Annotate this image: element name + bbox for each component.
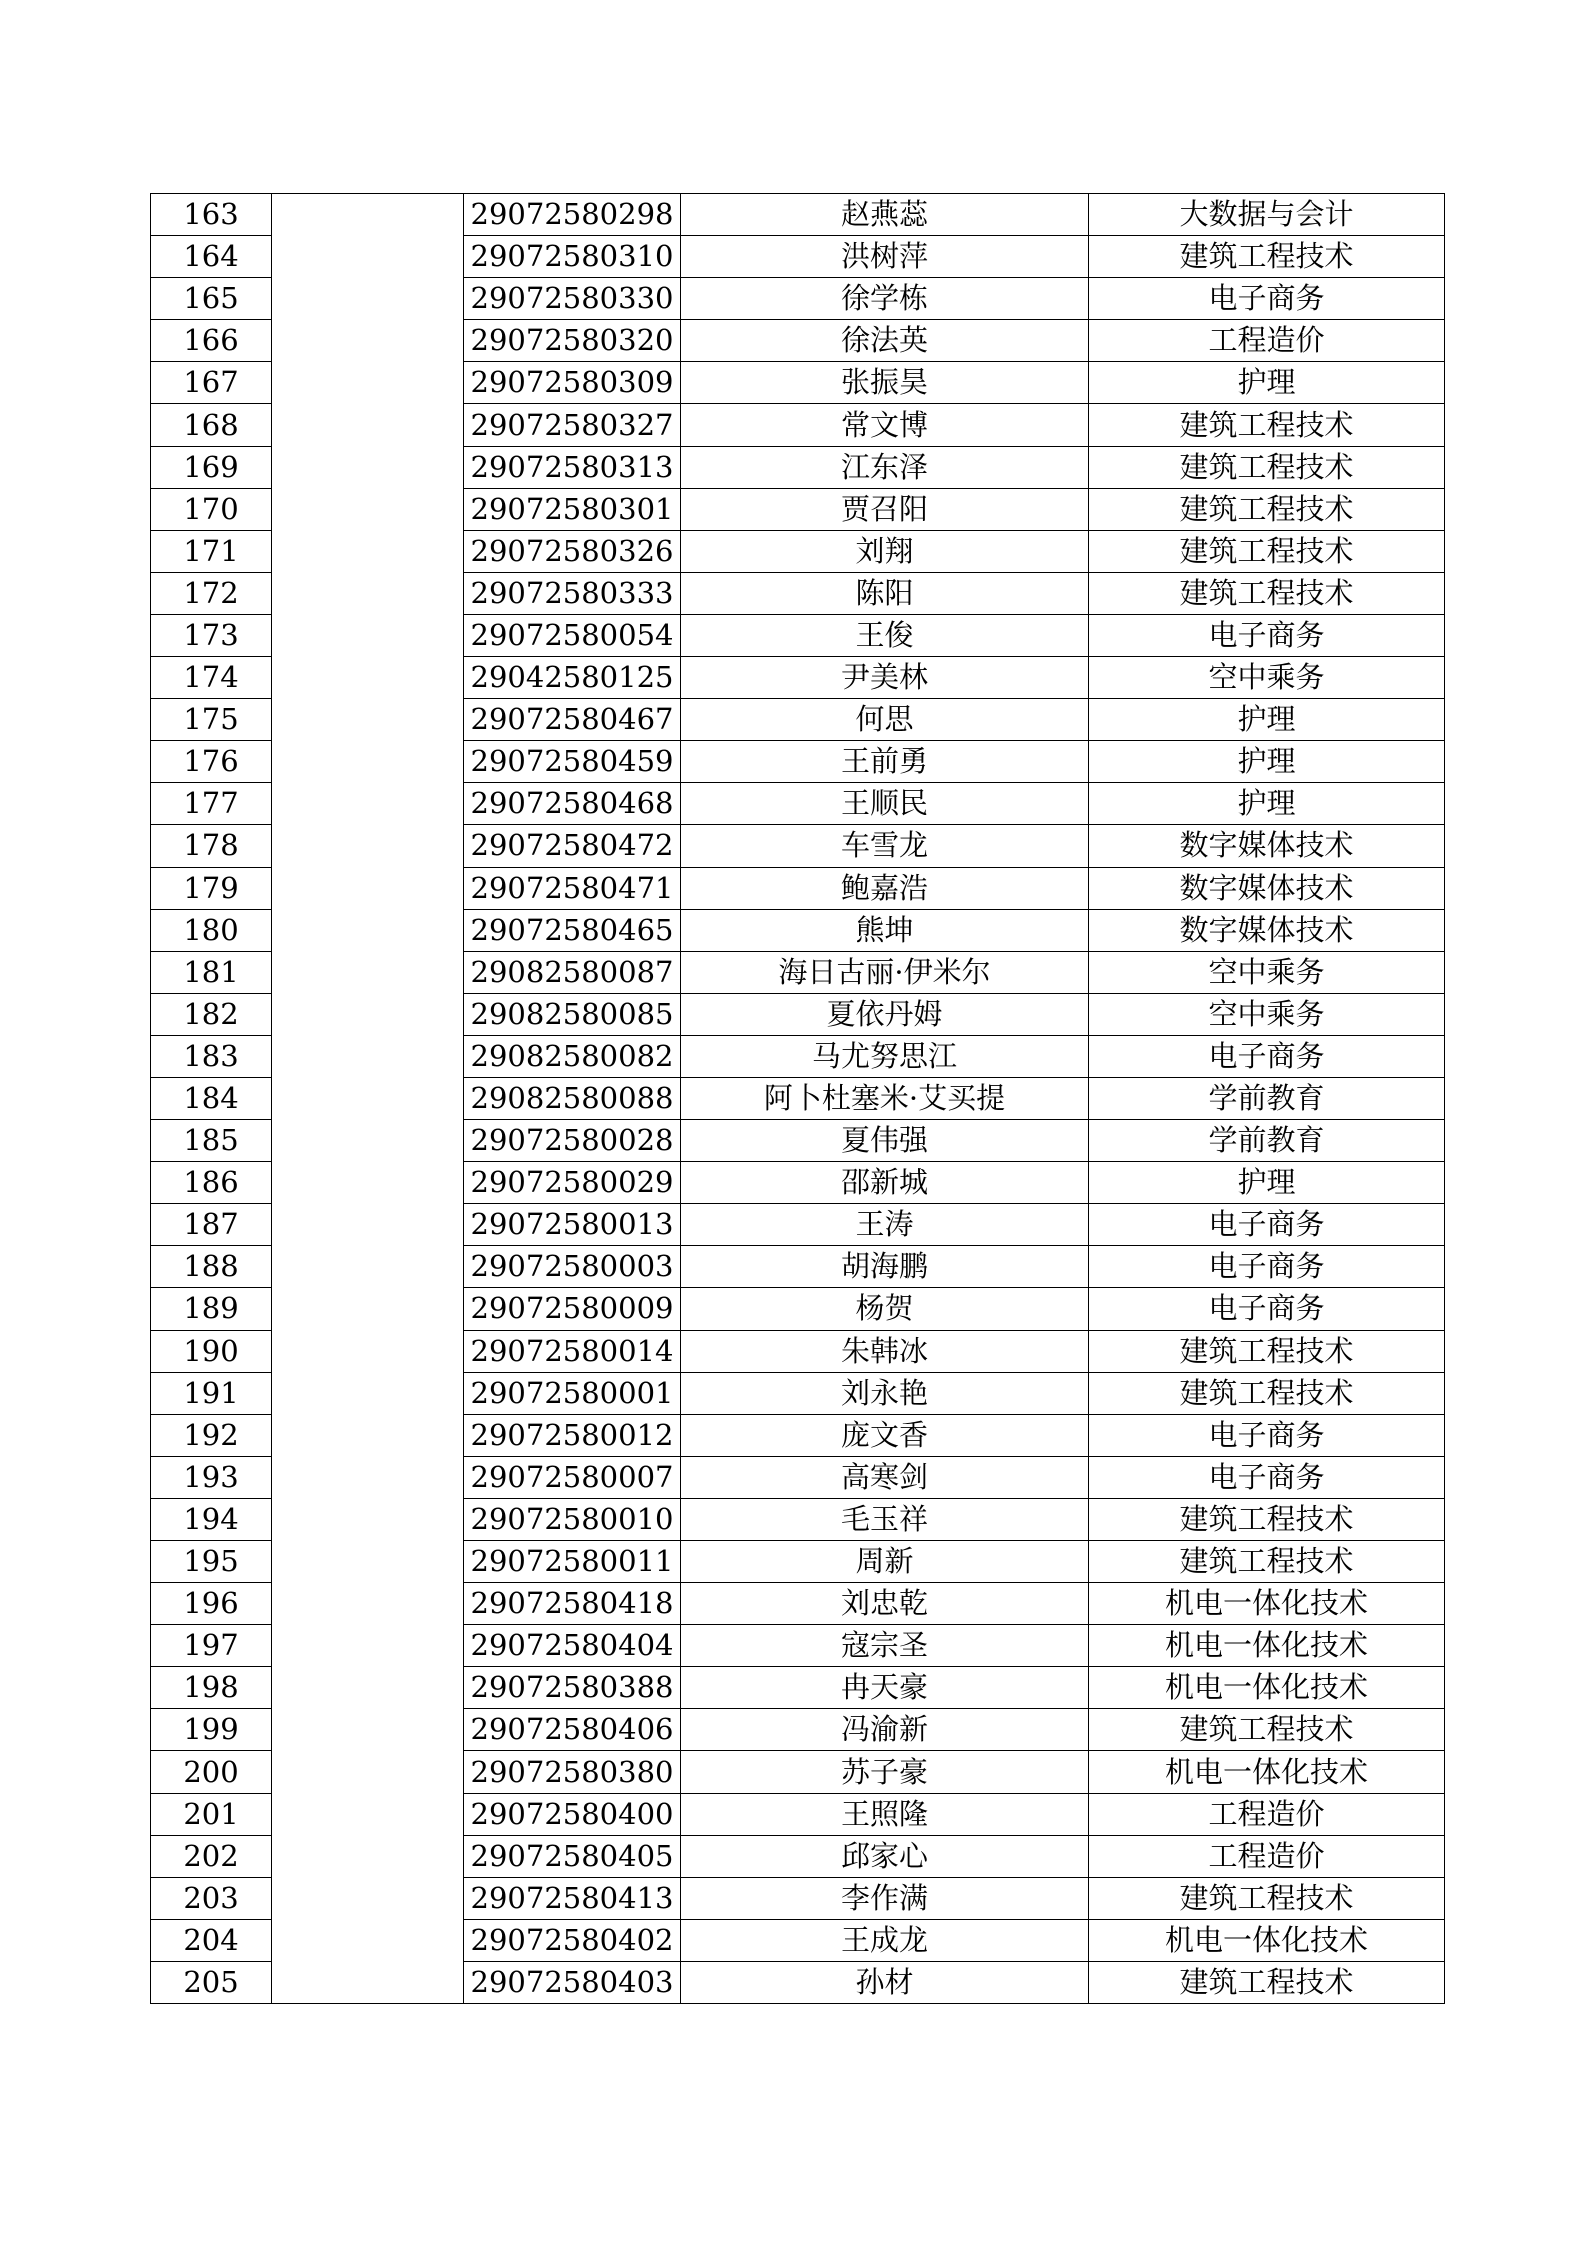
major: 电子商务 [1089, 1414, 1445, 1456]
major: 工程造价 [1089, 1835, 1445, 1877]
student-roster-table [150, 193, 1445, 2004]
row-number: 190 [151, 1330, 272, 1372]
student-name: 何思 [681, 699, 1089, 741]
major: 电子商务 [1089, 1456, 1445, 1498]
major: 建筑工程技术 [1089, 1709, 1445, 1751]
major: 空中乘务 [1089, 993, 1445, 1035]
row-number: 195 [151, 1541, 272, 1583]
exam-number: 29072580327 [464, 404, 681, 446]
row-number: 175 [151, 699, 272, 741]
student-name: 冯渝新 [681, 1709, 1089, 1751]
student-name: 周新 [681, 1541, 1089, 1583]
row-number: 205 [151, 1961, 272, 2003]
exam-number: 29072580404 [464, 1625, 681, 1667]
major: 建筑工程技术 [1089, 446, 1445, 488]
student-name: 陈阳 [681, 572, 1089, 614]
row-number: 198 [151, 1667, 272, 1709]
student-name: 阿卜杜塞米·艾买提 [681, 1077, 1089, 1119]
exam-number: 29072580009 [464, 1288, 681, 1330]
student-name: 王照隆 [681, 1793, 1089, 1835]
row-number: 167 [151, 362, 272, 404]
student-name: 车雪龙 [681, 825, 1089, 867]
major: 护理 [1089, 1162, 1445, 1204]
major: 机电一体化技术 [1089, 1625, 1445, 1667]
student-name: 胡海鹏 [681, 1246, 1089, 1288]
exam-number: 29072580333 [464, 572, 681, 614]
row-number: 182 [151, 993, 272, 1035]
exam-number: 29072580003 [464, 1246, 681, 1288]
row-number: 166 [151, 320, 272, 362]
student-name: 张振昊 [681, 362, 1089, 404]
student-name: 王顺民 [681, 783, 1089, 825]
row-number: 181 [151, 951, 272, 993]
major: 建筑工程技术 [1089, 1961, 1445, 2003]
student-name: 刘永艳 [681, 1372, 1089, 1414]
row-number: 171 [151, 530, 272, 572]
major: 建筑工程技术 [1089, 1330, 1445, 1372]
exam-number: 29072580054 [464, 614, 681, 656]
student-name: 马尤努思江 [681, 1035, 1089, 1077]
student-name: 王俊 [681, 614, 1089, 656]
row-number: 194 [151, 1498, 272, 1540]
row-number: 163 [151, 194, 272, 236]
exam-number: 29072580467 [464, 699, 681, 741]
row-number: 177 [151, 783, 272, 825]
major: 数字媒体技术 [1089, 867, 1445, 909]
row-number: 188 [151, 1246, 272, 1288]
student-name: 孙材 [681, 1961, 1089, 2003]
major: 建筑工程技术 [1089, 1498, 1445, 1540]
major: 工程造价 [1089, 320, 1445, 362]
student-name: 杨贺 [681, 1288, 1089, 1330]
row-number: 183 [151, 1035, 272, 1077]
row-number: 184 [151, 1077, 272, 1119]
row-number: 204 [151, 1919, 272, 1961]
exam-number: 29072580001 [464, 1372, 681, 1414]
major: 建筑工程技术 [1089, 488, 1445, 530]
exam-number: 29072580309 [464, 362, 681, 404]
student-name: 海日古丽·伊米尔 [681, 951, 1089, 993]
student-name: 夏依丹姆 [681, 993, 1089, 1035]
row-number: 200 [151, 1751, 272, 1793]
row-number: 179 [151, 867, 272, 909]
student-name: 鲍嘉浩 [681, 867, 1089, 909]
row-number: 189 [151, 1288, 272, 1330]
row-number: 203 [151, 1877, 272, 1919]
exam-number: 29072580011 [464, 1541, 681, 1583]
exam-number: 29072580388 [464, 1667, 681, 1709]
major: 建筑工程技术 [1089, 1372, 1445, 1414]
exam-number: 29072580468 [464, 783, 681, 825]
row-number: 174 [151, 657, 272, 699]
major: 数字媒体技术 [1089, 909, 1445, 951]
row-number: 201 [151, 1793, 272, 1835]
row-number: 185 [151, 1120, 272, 1162]
major: 电子商务 [1089, 1288, 1445, 1330]
major: 建筑工程技术 [1089, 1541, 1445, 1583]
exam-number: 29072580007 [464, 1456, 681, 1498]
exam-number: 29072580330 [464, 278, 681, 320]
exam-number: 29072580413 [464, 1877, 681, 1919]
row-number: 196 [151, 1583, 272, 1625]
exam-number: 29042580125 [464, 657, 681, 699]
exam-number: 29072580012 [464, 1414, 681, 1456]
row-number: 169 [151, 446, 272, 488]
student-name: 王成龙 [681, 1919, 1089, 1961]
major: 护理 [1089, 783, 1445, 825]
student-name: 王涛 [681, 1204, 1089, 1246]
student-name: 尹美林 [681, 657, 1089, 699]
major: 电子商务 [1089, 1204, 1445, 1246]
major: 机电一体化技术 [1089, 1751, 1445, 1793]
student-name: 庞文香 [681, 1414, 1089, 1456]
row-number: 168 [151, 404, 272, 446]
major: 护理 [1089, 741, 1445, 783]
exam-number: 29072580471 [464, 867, 681, 909]
student-name: 徐法英 [681, 320, 1089, 362]
student-name: 洪树萍 [681, 236, 1089, 278]
exam-number: 29082580082 [464, 1035, 681, 1077]
student-name: 刘翔 [681, 530, 1089, 572]
student-name: 冉天豪 [681, 1667, 1089, 1709]
exam-number: 29072580405 [464, 1835, 681, 1877]
major: 建筑工程技术 [1089, 404, 1445, 446]
exam-number: 29072580313 [464, 446, 681, 488]
roster-body [151, 194, 1445, 2004]
major: 工程造价 [1089, 1793, 1445, 1835]
exam-number: 29072580472 [464, 825, 681, 867]
exam-number: 29072580301 [464, 488, 681, 530]
row-number: 178 [151, 825, 272, 867]
row-number: 165 [151, 278, 272, 320]
major: 学前教育 [1089, 1120, 1445, 1162]
row-number: 164 [151, 236, 272, 278]
row-number: 197 [151, 1625, 272, 1667]
major: 数字媒体技术 [1089, 825, 1445, 867]
student-name: 徐学栋 [681, 278, 1089, 320]
exam-number: 29072580400 [464, 1793, 681, 1835]
exam-number: 29072580459 [464, 741, 681, 783]
row-number: 199 [151, 1709, 272, 1751]
exam-number: 29072580310 [464, 236, 681, 278]
student-name: 熊坤 [681, 909, 1089, 951]
exam-number: 29072580402 [464, 1919, 681, 1961]
major: 空中乘务 [1089, 951, 1445, 993]
student-name: 朱韩冰 [681, 1330, 1089, 1372]
student-name: 赵燕蕊 [681, 194, 1089, 236]
exam-number: 29072580418 [464, 1583, 681, 1625]
exam-number: 29082580085 [464, 993, 681, 1035]
exam-number: 29082580088 [464, 1077, 681, 1119]
major: 电子商务 [1089, 614, 1445, 656]
student-name: 常文博 [681, 404, 1089, 446]
major: 护理 [1089, 362, 1445, 404]
row-number: 170 [151, 488, 272, 530]
major: 建筑工程技术 [1089, 236, 1445, 278]
student-name: 王前勇 [681, 741, 1089, 783]
row-number: 180 [151, 909, 272, 951]
row-number: 192 [151, 1414, 272, 1456]
row-number: 202 [151, 1835, 272, 1877]
student-name: 贾召阳 [681, 488, 1089, 530]
merged-empty-cell [272, 194, 464, 2004]
major: 空中乘务 [1089, 657, 1445, 699]
major: 机电一体化技术 [1089, 1583, 1445, 1625]
major: 学前教育 [1089, 1077, 1445, 1119]
exam-number: 29072580010 [464, 1498, 681, 1540]
major: 电子商务 [1089, 1246, 1445, 1288]
major: 机电一体化技术 [1089, 1919, 1445, 1961]
major: 大数据与会计 [1089, 194, 1445, 236]
major: 电子商务 [1089, 1035, 1445, 1077]
student-name: 刘忠乾 [681, 1583, 1089, 1625]
exam-number: 29072580013 [464, 1204, 681, 1246]
student-name: 李作满 [681, 1877, 1089, 1919]
exam-number: 29072580380 [464, 1751, 681, 1793]
table-row [151, 194, 1445, 236]
row-number: 173 [151, 614, 272, 656]
major: 建筑工程技术 [1089, 572, 1445, 614]
major: 机电一体化技术 [1089, 1667, 1445, 1709]
exam-number: 29072580320 [464, 320, 681, 362]
row-number: 176 [151, 741, 272, 783]
student-name: 毛玉祥 [681, 1498, 1089, 1540]
exam-number: 29072580465 [464, 909, 681, 951]
exam-number: 29072580014 [464, 1330, 681, 1372]
student-name: 夏伟强 [681, 1120, 1089, 1162]
student-name: 寇宗圣 [681, 1625, 1089, 1667]
major: 建筑工程技术 [1089, 530, 1445, 572]
major: 护理 [1089, 699, 1445, 741]
student-name: 邱家心 [681, 1835, 1089, 1877]
row-number: 186 [151, 1162, 272, 1204]
student-name: 苏子豪 [681, 1751, 1089, 1793]
row-number: 187 [151, 1204, 272, 1246]
major: 建筑工程技术 [1089, 1877, 1445, 1919]
student-name: 高寒剑 [681, 1456, 1089, 1498]
exam-number: 29072580326 [464, 530, 681, 572]
exam-number: 29072580028 [464, 1120, 681, 1162]
exam-number: 29072580406 [464, 1709, 681, 1751]
row-number: 191 [151, 1372, 272, 1414]
exam-number: 29082580087 [464, 951, 681, 993]
student-name: 江东泽 [681, 446, 1089, 488]
row-number: 172 [151, 572, 272, 614]
exam-number: 29072580029 [464, 1162, 681, 1204]
exam-number: 29072580298 [464, 194, 681, 236]
student-name: 邵新城 [681, 1162, 1089, 1204]
major: 电子商务 [1089, 278, 1445, 320]
row-number: 193 [151, 1456, 272, 1498]
exam-number: 29072580403 [464, 1961, 681, 2003]
